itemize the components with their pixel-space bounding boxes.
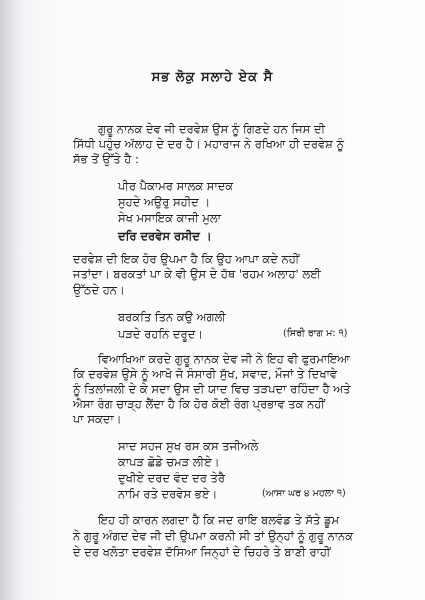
para4-line-2: ਨੇ ਗੁਰੂ ਅੰਗਦ ਦੇਵ ਜੀ ਦੀ ਉਪਮਾ ਕਰਨੀ ਸੀ ਤਾਂ ਉਨ੍ਹਾਂ ਨੂੰ ਗੁਰੂ ਨਾਨਕ	[73, 529, 354, 543]
para3-line-2: ਕਿ ਦਰਵੇਸ਼ ਉਸੇ ਨੂੰ ਆਖੋ ਜੋ ਸੰਸਾਰੀ ਸੁੱਖ, ਸਵਾਦ, ਮੌਜਾਂ ਤੇ ਦਿਖਾਵੇ	[73, 367, 338, 381]
verse3-reference: (ਆਸਾ ਘਰ ੪ ਮਹਲਾ ੧)	[262, 488, 346, 499]
para3-line-1: ਵਿਆਖਿਆ ਕਰਦੇ ਗੁਰੂ ਨਾਨਕ ਦੇਵ ਜੀ ਨੇ ਇਹ ਵੀ ਫੁਰਮਾਇਆ	[98, 352, 350, 366]
para4-line-3: ਦੇ ਦਰ ਖਲੋਤਾ ਦਰਵੇਸ਼ ਦੱਸਿਆ ਜਿਨ੍ਹਾਂ ਦੇ ਚਿਹਰੇ ਤੇ ਬਾਣੀ ਰਾਹੀਂ	[73, 545, 331, 559]
para1-line-1: ਗੁਰੂ ਨਾਨਕ ਦੇਵ ਜੀ ਦਰਵੇਸ਼ ਉਸ ਨੂੰ ਗਿਣਦੇ ਹਨ ਜਿਸ ਦੀ	[98, 122, 326, 136]
verse1-line-3: ਸੇਖ ਮਸਾਇਕ ਕਾਜੀ ਮੁਲਾ	[118, 211, 222, 225]
verse1-line-4: ਦਰਿ ਦਰਵੇਸ ਰਸੀਦ ।	[118, 229, 212, 243]
para1-line-2: ਸਿੱਧੀ ਪਹੁੰਚ ਅੱਲਾਹ ਦੇ ਦਰ ਹੈ। ਮਹਾਰਾਜ ਨੇ ਰਖਿਆ ਹੀ ਦਰਵੇਸ਼ ਨੂੰ	[73, 137, 344, 151]
para3-line-5: ਪਾ ਸਕਦਾ।	[73, 412, 122, 426]
verse2-reference: (ਸਿਰੀ ਰਾਗ ਮ: ੧)	[283, 328, 348, 339]
para3-line-3: ਨੂੰ ਤਿਲਾਂਜਲੀ ਦੇ ਕੇ ਸਦਾ ਉਸ ਦੀ ਯਾਦ ਵਿਚ ਤੜਪਦਾ ਰਹਿੰਦਾ ਹੈ ਅਤੇ	[73, 382, 351, 396]
verse1-line-1: ਪੀਰ ਪੈਕਾਮਰ ਸਾਲਕ ਸਾਦਕ	[118, 179, 234, 193]
para2-line-3: ਉੱਠਦੇ ਹਨ।	[73, 283, 125, 297]
para3-line-4: ਐਸਾ ਰੰਗ ਚਾੜ੍ਹ ਲੈਂਦਾ ਹੈ ਕਿ ਹੋਰ ਕੋਈ ਰੰਗ ਪ੍ਰਭਾਵ ਤਕ ਨਹੀਂ	[73, 397, 325, 411]
verse3-line-4: ਨਾਮਿ ਰਤੇ ਦਰਵੇਸ ਭਏ।	[118, 487, 218, 501]
para4-line-1: ਇਹ ਹੀ ਕਾਰਨ ਲਗਦਾ ਹੈ ਕਿ ਜਦ ਰਾਇ ਬਲਵੰਡ ਤੇ ਸੱਤੇ ਡੂਮ	[98, 513, 340, 527]
para2-line-1: ਦਰਵੇਸ਼ ਦੀ ਇਕ ਹੋਰ ਉਪਮਾ ਹੈ ਕਿ ਉਹ ਆਪਾ ਕਦੇ ਨਹੀਂ	[73, 252, 300, 266]
verse1-line-2: ਸੁਹਦੇ ਅਉਰੁ ਸਹੀਦ ।	[118, 195, 211, 209]
verse3-line-1: ਸਾਦ ਸਹਜ ਸੁਖ ਰਸ ਕਸ ਤਜੀਅਲੇ	[118, 439, 259, 453]
verse2-line-2: ਪੜਦੇ ਰਹਨਿ ਦਰੂਦ।	[118, 327, 204, 341]
verse2-line-1: ਬਰਕਤਿ ਤਿਨ ਕਉ ਅਗਲੀ	[118, 310, 226, 324]
verse3-line-2: ਕਾਪੜ ਛੋਡੇ ਚਮੜ ਲੀਏ।	[118, 455, 220, 469]
verse3-line-3: ਦੁਖੀਏ ਦਰਦ ਵੰਦ ਦਰ ਤੇਰੈ	[118, 471, 226, 485]
page-title: ਸਭ ਲੋਕੁ ਸਲਾਹੇ ਏਕ ਸੈ	[151, 70, 274, 85]
para2-line-2: ਜਤਾਂਦਾ। ਬਰਕਤਾਂ ਪਾ ਕੇ ਵੀ ਉਸ ਦੇ ਹੱਥ 'ਰਹਮ ਅਲਾਹ' ਲਈ	[73, 267, 321, 281]
para1-line-3: ਸੱਭ ਤੋਂ ਉੱਤੇ ਹੈ :	[73, 152, 139, 166]
